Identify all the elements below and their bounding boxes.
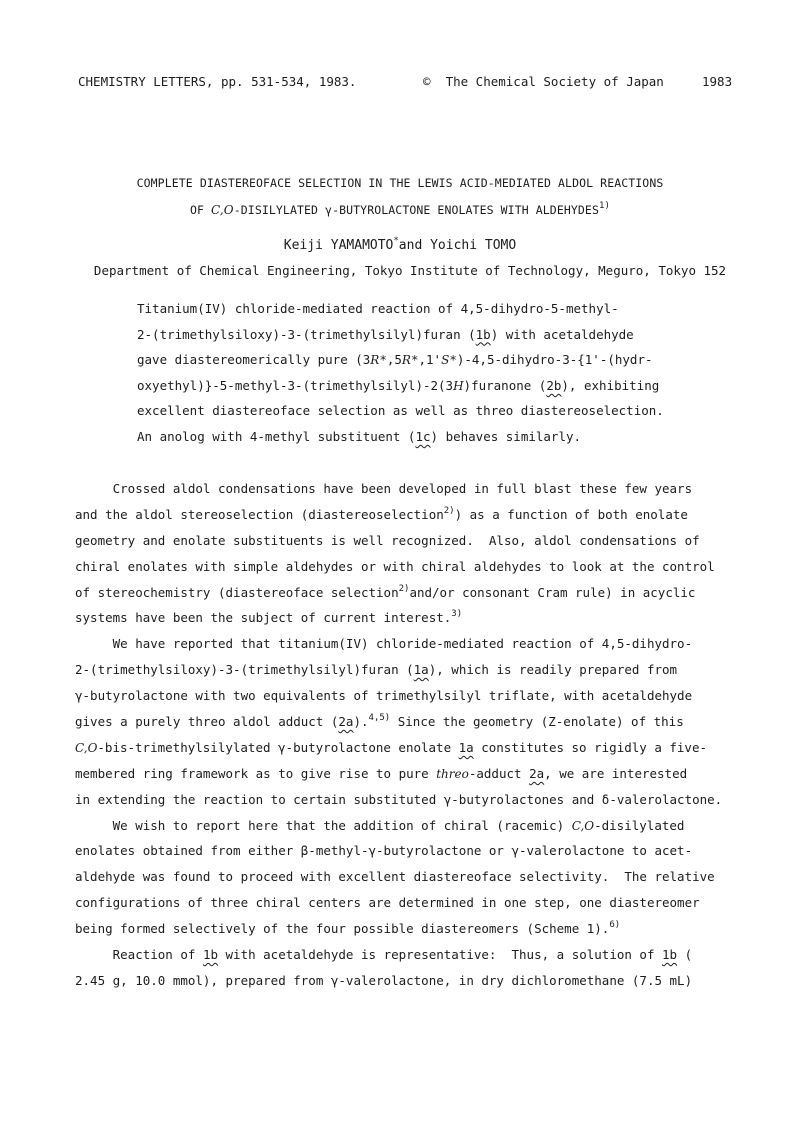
body-line: membered ring framework as to give rise to pure threo-adduct 2a, we are interested	[75, 765, 688, 781]
body-line: 2-(trimethylsiloxy)-3-(trimethylsilyl)furan (1a), which is readily prepared from	[75, 662, 678, 678]
body-line: and the aldol stereoselection (diastereoselection$^{2)}$) as a function of both enolate	[75, 505, 688, 522]
body-line: in extending the reaction to certain substituted γ-butyrolactones and δ-valerolactone.	[75, 791, 723, 807]
body-line: enolates obtained from either β-methyl-γ-butyrolactone or γ-valerolactone to acet-	[75, 843, 693, 859]
compound-label: 2a	[529, 765, 545, 781]
body-line: We wish to report here that the addition of chiral (racemic) C,O-disilylated	[75, 817, 685, 833]
body-line: of stereochemistry (diastereoface selection$^{2)}$and/or consonant Cram rule) in acyclic	[75, 583, 696, 600]
compound-label: 1a	[413, 662, 429, 678]
compound-label: 2b	[546, 377, 562, 393]
abstract-line: 2-(trimethylsiloxy)-3-(trimethylsilyl)furan (1b) with acetaldehyde	[137, 326, 634, 342]
ref-marker: 2)	[443, 505, 455, 516]
compound-label: 1a	[458, 739, 474, 755]
body-line: γ-butyrolactone with two equivalents of trimethylsilyl triflate, with acetaldehyde	[75, 688, 693, 704]
ref-marker: 3)	[451, 609, 463, 620]
body-line: aldehyde was found to proceed with excellent diastereoface selectivity. The relative	[75, 869, 715, 885]
abstract-line: Titanium(IV) chloride-mediated reaction of 4,5-dihydro-5-methyl-	[137, 301, 619, 316]
affiliation: Department of Chemical Engineering, Tokyo Institute of Technology, Meguro, Tokyo 152	[93, 263, 727, 278]
abstract-line: gave diastereomerically pure (3R*,5R*,1'S*)-4,5-dihydro-3-{1'-(hydr-	[137, 352, 653, 368]
ref-marker: 4,5)	[368, 713, 391, 724]
body-line: being formed selectively of the four possible diastereomers (Scheme 1).$^{6)}$	[75, 920, 621, 937]
copyright-notice: © The Chemical Society of Japan	[423, 74, 664, 89]
ref-marker: 6)	[609, 920, 621, 931]
abstract	[137, 296, 727, 450]
abstract-line: excellent diastereoface selection as well as threo diastereoselection.	[137, 403, 664, 419]
compound-label: 1b	[662, 947, 678, 963]
title-line-1: COMPLETE DIASTEREOFACE SELECTION IN THE LEWIS ACID-MEDIATED ALDOL REACTIONS	[136, 176, 664, 190]
corresponding-star: *	[393, 236, 399, 246]
compound-label: 2a	[338, 714, 354, 730]
compound-label: 1c	[415, 428, 431, 444]
abstract-line: oxyethyl)}-5-methyl-3-(trimethylsilyl)-2(3H)furanone (2b), exhibiting	[137, 377, 660, 393]
body-line: systems have been the subject of current interest.$^{3)}$	[75, 609, 463, 626]
running-header	[78, 74, 738, 90]
body-text	[75, 476, 755, 994]
body-line: 2.45 g, 10.0 mmol), prepared from γ-valerolactone, in dry dichloromethane (7.5 mL)	[75, 972, 693, 988]
body-line: Crossed aldol condensations have been developed in full blast these few years	[75, 481, 693, 496]
author-line	[60, 238, 740, 253]
ref-marker: 1)	[598, 201, 611, 211]
author-2: and Yoichi TOMO	[398, 238, 517, 253]
body-line: gives a purely threo aldol adduct (2a).$^{4,5)}$ Since the geometry (Z-enolate) of this	[75, 713, 684, 730]
body-line: configurations of three chiral centers are determined in one step, one diastereomer	[75, 895, 700, 911]
body-line: We have reported that titanium(IV) chloride-mediated reaction of 4,5-dihydro-	[75, 636, 693, 652]
abstract-line: An anolog with 4-methyl substituent (1c) behaves similarly.	[137, 428, 582, 444]
compound-label: 1b	[202, 947, 218, 963]
header-year: 1983	[702, 74, 733, 89]
body-line: chiral enolates with simple aldehydes or with chiral aldehydes to look at the control	[75, 558, 715, 574]
title-line-2: OF C,O-DISILYLATED γ-BUTYROLACTONE ENOLATES WITH ALDEHYDES$^{1)}$	[189, 201, 611, 217]
body-line: C,O-bis-trimethylsilylated γ-butyrolactone enolate 1a constitutes so rigidly a five-	[75, 739, 707, 755]
body-line: geometry and enolate substituents is well recognized. Also, aldol condensations of	[75, 532, 700, 548]
ref-marker: 2)	[398, 583, 410, 594]
compound-label: 1b	[475, 326, 491, 342]
author-1: Keiji YAMAMOTO	[283, 238, 394, 253]
body-line: Reaction of 1b with acetaldehyde is representative: Thus, a solution of 1b (	[75, 947, 693, 963]
journal-citation: CHEMISTRY LETTERS, pp. 531-534, 1983.	[78, 74, 357, 89]
